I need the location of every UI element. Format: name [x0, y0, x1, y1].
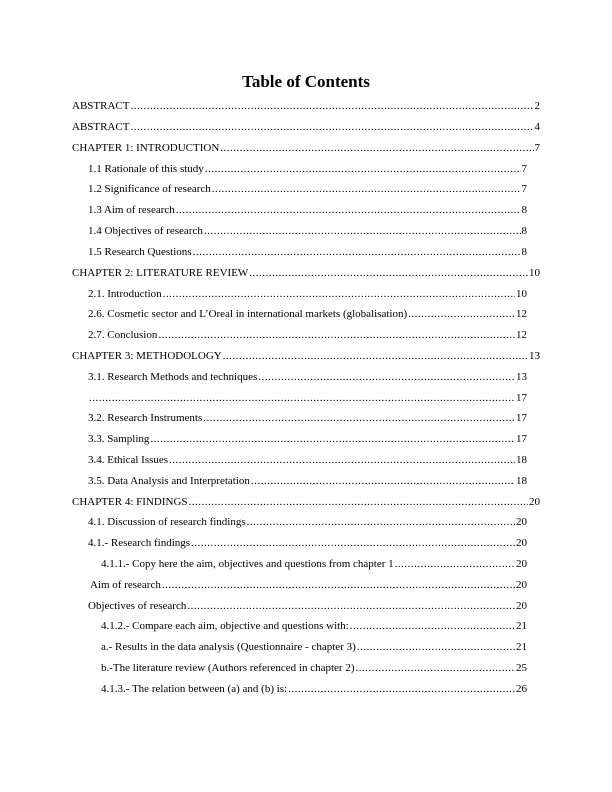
toc-entry-page: 7	[521, 183, 527, 195]
toc-entry[interactable]	[90, 578, 527, 592]
page-title: Table of Contents	[242, 72, 370, 91]
toc-entry-page: 13	[529, 350, 540, 362]
toc-entry[interactable]	[88, 287, 527, 301]
toc-leader	[223, 349, 528, 363]
toc-entry[interactable]	[72, 99, 540, 113]
toc-entry-label: 4.1.2.- Compare each aim, objective and questions with:	[101, 620, 349, 632]
toc-entry[interactable]	[72, 120, 540, 134]
toc-entry[interactable]	[88, 203, 527, 217]
toc-entry-label: 2.6. Cosmetic sector and L’Oreal in international markets (globalisation)	[88, 308, 408, 320]
toc-entry-label: 1.2 Significance of research	[88, 183, 211, 195]
toc-entry-label: 3.1. Research Methods and techniques	[88, 371, 258, 383]
toc-entry-page: 4	[534, 121, 540, 133]
toc-entry[interactable]	[88, 224, 527, 238]
toc-entry-page: 13	[516, 371, 527, 383]
toc-entry[interactable]	[101, 619, 527, 633]
toc-entry-label: ABSTRACT	[72, 100, 130, 112]
toc-entry-label: 2.1. Introduction	[88, 288, 162, 300]
toc-entry[interactable]	[88, 515, 527, 529]
toc-entry-page: 18	[516, 475, 527, 487]
toc-entry[interactable]	[101, 682, 527, 696]
toc-entry[interactable]	[88, 391, 527, 405]
toc-entry-page: 10	[516, 288, 527, 300]
toc-entry[interactable]	[72, 266, 540, 280]
toc-entry-page: 12	[516, 308, 527, 320]
toc-entry-label: 1.1 Rationale of this study	[88, 163, 204, 175]
toc-entry-label: 3.3. Sampling	[88, 433, 150, 445]
toc-entry-label: CHAPTER 3: METHODOLOGY	[72, 350, 222, 362]
toc-leader	[191, 536, 515, 550]
toc-leader	[150, 432, 515, 446]
toc-entry[interactable]	[88, 453, 527, 467]
toc-entry-label: 4.1.- Research findings	[88, 537, 191, 549]
toc-leader	[193, 245, 521, 259]
toc-entry-page: 18	[516, 454, 527, 466]
toc-leader	[187, 599, 515, 613]
toc-leader	[258, 370, 515, 384]
toc-entry-label: 4.1.3.- The relation between (a) and (b) is:	[101, 683, 288, 695]
toc-entry[interactable]	[88, 432, 527, 446]
toc-entry[interactable]	[72, 495, 540, 509]
toc-entry-page: 26	[516, 683, 527, 695]
toc-entry-page: 2	[534, 100, 540, 112]
toc-entry-page: 20	[529, 496, 540, 508]
toc-entry[interactable]	[72, 349, 540, 363]
toc-entry-label: b.-The literature review (Authors referenced in chapter 2)	[101, 662, 355, 674]
toc-entry-label: CHAPTER 4: FINDINGS	[72, 496, 188, 508]
toc-leader	[169, 453, 515, 467]
toc-entry[interactable]	[88, 411, 527, 425]
toc-entry-label: a.- Results in the data analysis (Questionnaire - chapter 3)	[101, 641, 356, 653]
toc-entry[interactable]	[88, 182, 527, 196]
toc-entry-label: Aim of research	[90, 579, 161, 591]
toc-entry[interactable]	[88, 245, 527, 259]
toc-leader	[189, 495, 528, 509]
toc-entry-page: 17	[516, 433, 527, 445]
toc-entry[interactable]	[88, 307, 527, 321]
toc-leader	[176, 203, 521, 217]
toc-leader	[158, 328, 515, 342]
toc-entry[interactable]	[88, 328, 527, 342]
toc-entry-label: CHAPTER 1: INTRODUCTION	[72, 142, 220, 154]
toc-entry-page: 21	[516, 620, 527, 632]
toc-leader	[204, 224, 521, 238]
toc-leader	[251, 474, 515, 488]
toc-entry-page: 8	[521, 225, 527, 237]
toc-leader	[203, 411, 515, 425]
toc-entry-page: 17	[516, 392, 527, 404]
toc-leader	[205, 162, 521, 176]
toc-entry[interactable]	[101, 640, 527, 654]
toc-entry-page: 8	[521, 246, 527, 258]
toc-leader	[130, 99, 533, 113]
toc-entry-page: 7	[534, 142, 540, 154]
toc-leader	[220, 141, 533, 155]
toc-entry-page: 10	[529, 267, 540, 279]
toc-leader	[163, 287, 515, 301]
toc-entry-label: 1.5 Research Questions	[88, 246, 192, 258]
toc-entry-label: 4.1.1.- Copy here the aim, objectives and questions from chapter 1	[101, 558, 394, 570]
toc-leader	[247, 515, 515, 529]
toc-entry-label: 3.4. Ethical Issues	[88, 454, 169, 466]
toc-leader	[130, 120, 533, 134]
toc-leader	[249, 266, 528, 280]
toc-entry-label: 1.4 Objectives of research	[88, 225, 203, 237]
toc-entry-page: 20	[516, 600, 527, 612]
toc-entry-label: Objectives of research	[88, 600, 187, 612]
toc-entry-label: CHAPTER 2: LITERATURE REVIEW	[72, 267, 249, 279]
toc-leader	[408, 307, 515, 321]
toc-entry[interactable]	[88, 162, 527, 176]
toc-entry-label: 2.7. Conclusion	[88, 329, 158, 341]
toc-leader	[162, 578, 515, 592]
toc-entry-page: 25	[516, 662, 527, 674]
toc-leader	[89, 391, 515, 405]
toc-entry-page: 7	[521, 163, 527, 175]
toc-entry[interactable]	[101, 557, 527, 571]
toc-entry[interactable]	[88, 536, 527, 550]
toc-entry[interactable]	[88, 370, 527, 384]
toc-leader	[212, 182, 521, 196]
toc-entry[interactable]	[88, 599, 527, 613]
toc-entry[interactable]	[72, 141, 540, 155]
toc-leader	[355, 661, 515, 675]
toc-entry-page: 8	[521, 204, 527, 216]
toc-leader	[288, 682, 515, 696]
toc-entry-label: 3.2. Research Instruments	[88, 412, 203, 424]
toc-leader	[395, 557, 515, 571]
toc-entry-page: 20	[516, 579, 527, 591]
toc-entry-page: 17	[516, 412, 527, 424]
toc-leader	[350, 619, 515, 633]
toc-entry-label: 3.5. Data Analysis and Interpretation	[88, 475, 250, 487]
toc-entry-page: 20	[516, 558, 527, 570]
toc-entry-page: 20	[516, 516, 527, 528]
toc-entry-page: 21	[516, 641, 527, 653]
toc-entry-label: ABSTRACT	[72, 121, 130, 133]
toc-entry-page: 20	[516, 537, 527, 549]
toc-entry-label: 4.1. Discussion of research findings	[88, 516, 246, 528]
toc-entry[interactable]	[101, 661, 527, 675]
toc-entry-page: 12	[516, 329, 527, 341]
toc-entry-label: 1.3 Aim of research	[88, 204, 175, 216]
toc-leader	[357, 640, 515, 654]
toc-entry[interactable]	[88, 474, 527, 488]
